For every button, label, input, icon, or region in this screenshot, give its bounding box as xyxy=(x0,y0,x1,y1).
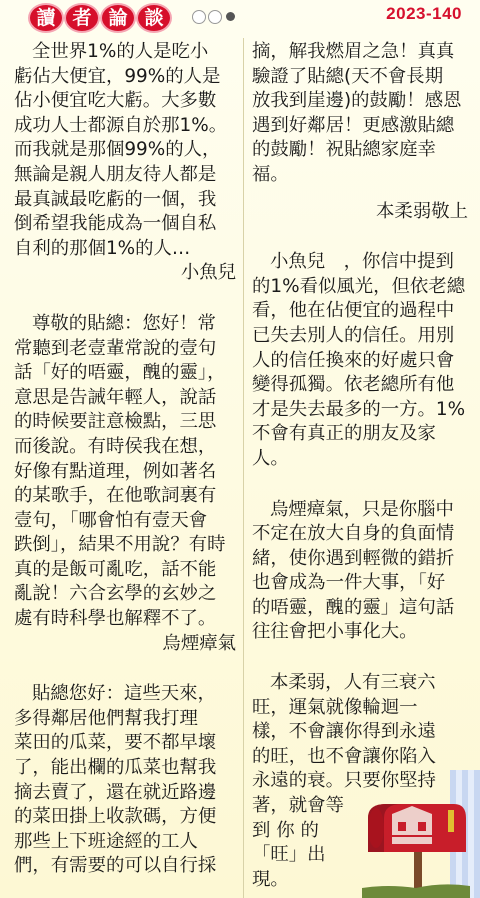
text-line: 的某歌手，在他歌詞裏有 xyxy=(14,485,217,507)
text-line: 「旺」出 xyxy=(252,844,326,866)
text-line: 的時候要註意檢點，三思 xyxy=(14,411,217,433)
text-line: 看，他在佔便宜的過程中 xyxy=(252,300,455,322)
letter-benrouruo-cont xyxy=(252,40,468,224)
text-line: 烏煙瘴氣，只是你腦中 xyxy=(270,498,454,520)
text-line: 本柔弱，人有三衰六 xyxy=(270,672,436,694)
text-line: 話「好的唔靈，醜的靈」， xyxy=(14,362,226,384)
text-line: 放我到崖邊)的鼓勵！感恩 xyxy=(252,90,462,112)
text-line: 已失去別人的信任。用別 xyxy=(252,324,455,346)
text-line: 小魚兒 ，你信中提到 xyxy=(270,251,454,273)
text-line: 到 你 的 xyxy=(252,819,319,841)
text-line: 尊敬的貼總：您好！常 xyxy=(32,312,216,334)
text-line: 多得鄰居他們幫我打理 xyxy=(14,707,198,729)
text-line: 好像有點道理，例如著名 xyxy=(14,460,217,482)
reply-xiaoyuer xyxy=(252,250,468,471)
text-line: 倒希望我能成為一個自私 xyxy=(14,213,217,235)
text-line: 虧佔大便宜，99%的人是 xyxy=(14,65,221,87)
text-line: 意思是告誡年輕人，說話 xyxy=(14,386,217,408)
dot-icon xyxy=(226,12,235,21)
text-line: 的菜田掛上收款碼，方便 xyxy=(14,806,217,828)
letter-benrouruo xyxy=(14,682,236,879)
text-line: 全世界1%的人是吃小 xyxy=(32,41,209,62)
text-line: 緒，使你遇到輕微的錯折 xyxy=(252,547,455,569)
column-header xyxy=(0,0,480,30)
signature: 本柔弱敬上 xyxy=(376,200,468,222)
text-line: 們，有需要的可以自行採 xyxy=(14,855,217,877)
text-line: 的1%看似風光，但依老總 xyxy=(252,275,466,297)
text-line: 真的是飯可亂吃，話不能 xyxy=(14,558,217,580)
text-line: 摘，解我燃眉之急！真真 xyxy=(252,41,455,62)
text-line: 才是失去最多的一方。1% xyxy=(252,398,466,420)
text-line: 貼總您好：這些天來， xyxy=(32,683,216,705)
text-line: 驗證了貼總(天不會長期 xyxy=(252,65,444,87)
text-line: 永遠的衰。只要你堅持 xyxy=(252,770,436,792)
issue-number: 2023-140 xyxy=(386,4,462,23)
text-line: 了，能出欄的瓜菜也幫我 xyxy=(14,757,217,779)
text-line: 現。 xyxy=(252,868,289,890)
circle-icon xyxy=(192,10,206,24)
title-char-3: 論 xyxy=(100,3,136,33)
text-line: 福。 xyxy=(252,163,289,185)
title-char-2: 者 xyxy=(64,3,100,33)
title-char-1: 讀 xyxy=(28,3,64,33)
text-line: 往往會把小事化大。 xyxy=(252,621,418,643)
text-line: 而我就是那個99%的人， xyxy=(14,139,221,161)
text-line: 處有時科學也解釋不了。 xyxy=(14,608,217,630)
text-line: 著，就會等 xyxy=(252,795,344,817)
reply-wuyanzhangqi xyxy=(252,498,468,646)
title-char-4: 談 xyxy=(136,3,172,33)
text-line: 那些上下班途經的工人 xyxy=(14,830,198,852)
text-line: 也會成為一件大事，「好 xyxy=(252,572,446,594)
text-line: 摘去賣了，還在就近路邊 xyxy=(14,781,217,803)
left-column xyxy=(14,40,236,879)
text-line: 人。 xyxy=(252,447,289,469)
text-line: 自利的那個1%的人… xyxy=(14,237,191,259)
right-column xyxy=(252,40,468,892)
text-line: 亂說！六合玄學的玄妙之 xyxy=(14,583,217,605)
letter-wuyanzhangqi xyxy=(14,312,236,656)
text-line: 常聽到老壹輩常說的壹句 xyxy=(14,337,217,359)
text-line: 旺，運氣就像輪迴一 xyxy=(252,696,418,718)
mailbox-icon xyxy=(362,800,470,898)
text-line: 不定在放大自身的負面情 xyxy=(252,523,455,545)
text-line: 的唔靈，醜的靈」這句話 xyxy=(252,596,455,618)
text-line: 佔小便宜吃大虧。大多數 xyxy=(14,90,217,112)
text-line: 的鼓勵！祝貼總家庭幸 xyxy=(252,139,436,161)
signature: 烏煙瘴氣 xyxy=(162,632,236,654)
text-line: 無論是親人朋友待人都是 xyxy=(14,163,217,185)
text-line: 最真誠最吃虧的一個，我 xyxy=(14,188,217,210)
text-line: 不會有真正的朋友及家 xyxy=(252,423,436,445)
text-line: 壹句，「哪會怕有壹天會 xyxy=(14,509,208,531)
text-line: 人的信任換來的好處只會 xyxy=(252,349,455,371)
text-line: 菜田的瓜菜，要不都早壞 xyxy=(14,732,217,754)
text-line: 樣，不會讓你得到永遠 xyxy=(252,721,436,743)
signature: 小魚兒 xyxy=(180,262,236,284)
text-line: 成功人士都源自於那1%。 xyxy=(14,114,228,136)
text-line: 跌倒」，結果不用說？有時 xyxy=(14,534,226,556)
text-line: 變得孤獨。依老總所有他 xyxy=(252,374,455,396)
column-divider xyxy=(243,38,244,898)
text-line: 而後說。有時侯我在想， xyxy=(14,435,217,457)
circle-icon xyxy=(208,10,222,24)
text-line: 遇到好鄰居！更感激貼總 xyxy=(252,114,455,136)
text-line: 的旺，也不會讓你陷入 xyxy=(252,745,436,767)
letter-xiaoyuer xyxy=(14,40,236,286)
